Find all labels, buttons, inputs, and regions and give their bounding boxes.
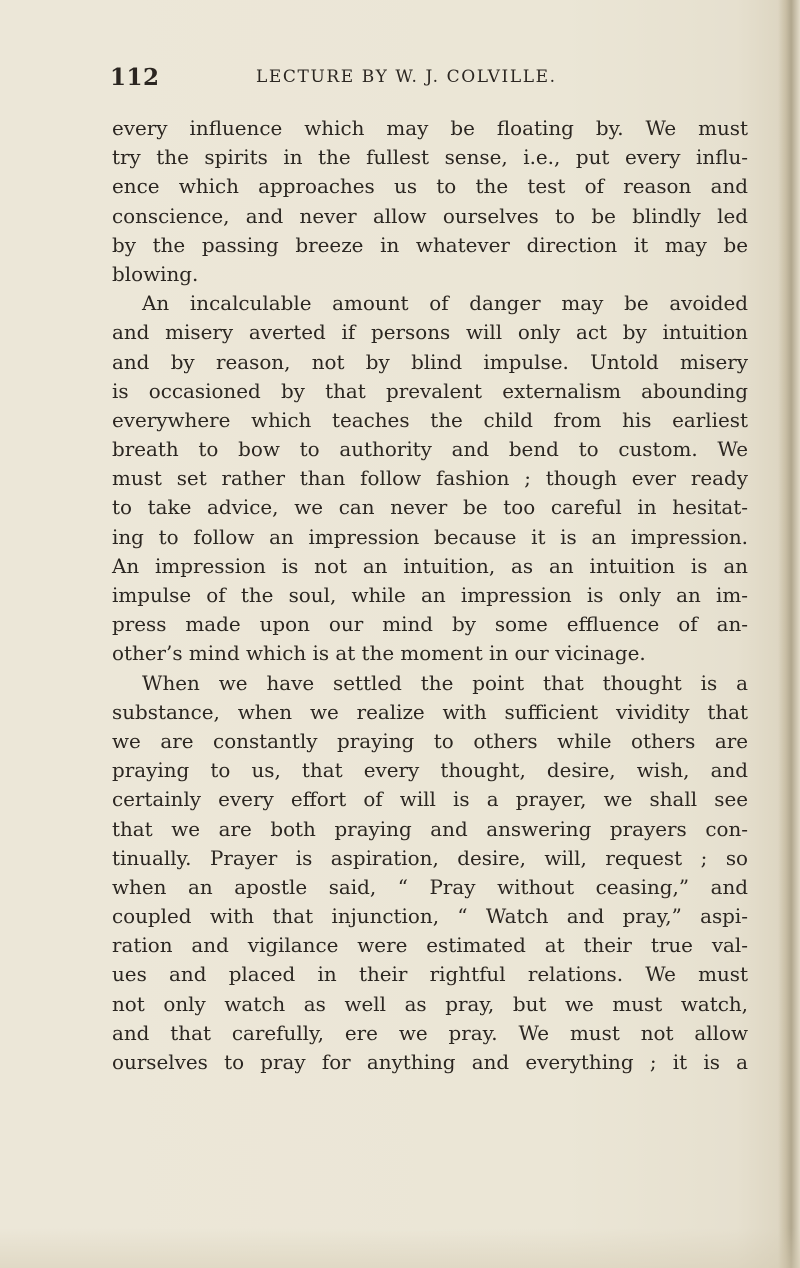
page-edge-shadow bbox=[778, 0, 800, 1268]
text-line: breath to bow to authority and bend to custom. We bbox=[112, 438, 748, 462]
body-text bbox=[112, 114, 748, 1077]
text-line: An impression is not an intuition, as an intuition is an bbox=[112, 554, 748, 578]
text-line: press made upon our mind by some effluence of an- bbox=[112, 613, 748, 637]
text-line: conscience, and never allow ourselves to be blindly led bbox=[112, 204, 748, 228]
text-line: that we are both praying and answering prayers con- bbox=[112, 817, 748, 841]
text-line: is occasioned by that prevalent externalism abounding bbox=[112, 379, 748, 403]
text-line: try the spirits in the fullest sense, i.e., put every influ- bbox=[112, 146, 748, 170]
text-line: impulse of the soul, while an impression is only an im- bbox=[112, 584, 748, 607]
text-line: every influence which may be floating by. We must bbox=[112, 117, 748, 140]
text-line: and that carefully, ere we pray. We must not allow bbox=[112, 1021, 748, 1045]
text-line: tinually. Prayer is aspiration, desire, will, request ; so bbox=[112, 846, 748, 870]
text-line: we are constantly praying to others while others are bbox=[112, 729, 748, 753]
text-line: when an apostle said, “ Pray without ceasing,” and bbox=[112, 875, 748, 899]
text-line: ourselves to pray for anything and everything ; it is a bbox=[112, 1051, 748, 1074]
text-line: ing to follow an impression because it is an impression. bbox=[112, 525, 748, 549]
running-title: LECTURE BY W. J. COLVILLE. bbox=[256, 67, 557, 87]
running-head bbox=[110, 64, 746, 94]
text-line: certainly every effort of will is a prayer, we shall see bbox=[112, 788, 748, 812]
text-line: praying to us, that every thought, desire, wish, and bbox=[112, 759, 748, 783]
text-line: and by reason, not by blind impulse. Untold misery bbox=[112, 350, 748, 374]
paragraph-start-line: An incalculable amount of danger may be avoided bbox=[142, 292, 748, 316]
text-line: and misery averted if persons will only act by intuition bbox=[112, 321, 748, 345]
text-line: substance, when we realize with sufficient vividity that bbox=[112, 700, 748, 724]
page-bottom-shade bbox=[0, 1228, 800, 1268]
text-line: other’s mind which is at the moment in our vicinage. bbox=[112, 642, 646, 666]
page-number: 112 bbox=[110, 64, 160, 91]
text-line: ues and placed in their rightful relations. We must bbox=[112, 963, 748, 987]
text-line: not only watch as well as pray, but we must watch, bbox=[112, 992, 748, 1016]
text-line: to take advice, we can never be too careful in hesitat- bbox=[112, 496, 748, 520]
text-line: ration and vigilance were estimated at their true val- bbox=[112, 934, 748, 958]
paragraph-start-line: When we have settled the point that thought is a bbox=[142, 671, 748, 695]
text-line: coupled with that injunction, “ Watch and pray,” aspi- bbox=[112, 905, 748, 929]
text-line: ence which approaches us to the test of reason and bbox=[112, 175, 748, 199]
text-line: must set rather than follow fashion ; though ever ready bbox=[112, 467, 748, 491]
text-line: blowing. bbox=[112, 262, 199, 286]
text-line: by the passing breeze in whatever direction it may be bbox=[112, 233, 748, 257]
text-line: everywhere which teaches the child from his earliest bbox=[112, 408, 748, 432]
